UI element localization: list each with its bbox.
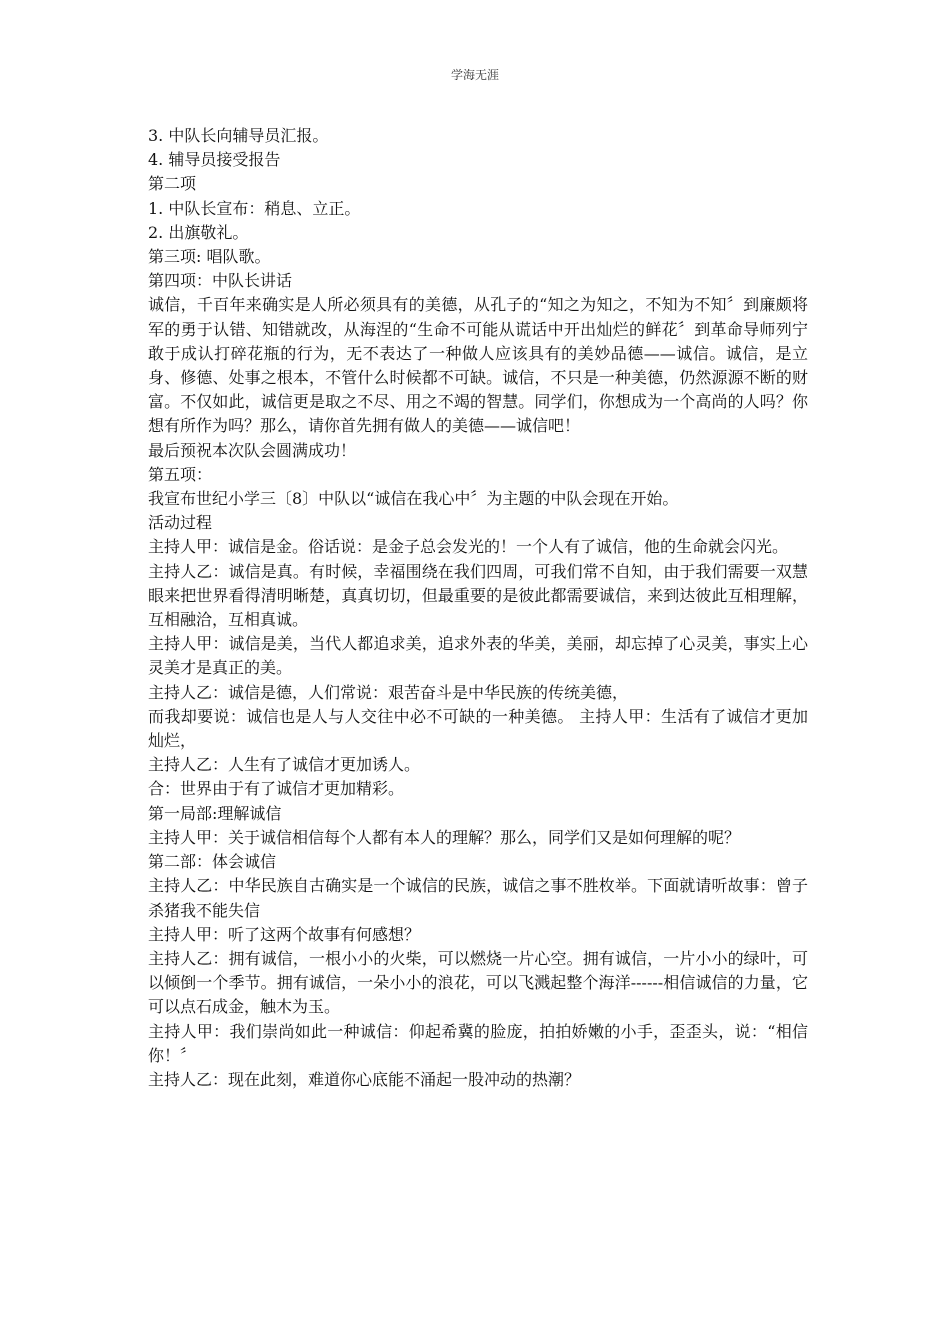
section-heading: 第四项：中队长讲话: [148, 271, 293, 291]
dialogue-line: 主持人乙：拥有诚信，一根小小的火柴，可以燃烧一片心空。拥有诚信，一片小小的绿叶，可以倾倒一个季节。拥有诚信，一朵小小的浪花，可以飞溅起整个海洋------相信诚信的力量，它可以点石成金，触木为玉。: [148, 948, 808, 1017]
paragraph: 诚信，千百年来确实是人所必须具有的美德，从孔子的“知之为知之，不知为不知〞到廉颇将军的勇于认错、知错就改，从海涅的“生命不可能从谎话中开出灿烂的鲜花〞到革命导师列宁敢于成认打碎花瓶的行为，无不表达了一种做人应该具有的美妙品德——诚信。诚信，是立身、修德、处事之根本，不管什么时候都不可缺。诚信，不只是一种美德，仍然源源不断的财富。不仅如此，诚信更是取之不尽、用之不竭的智慧。同学们，你想成为一个高尚的人吗？你想有所作为吗？那么，请你首先拥有做人的美德——诚信吧！: [148, 295, 808, 436]
paragraph: 3. 中队长向辅导员汇报。: [148, 126, 329, 145]
section-heading: 第二部：体会诚信: [148, 852, 277, 872]
section-heading: 第二项: [148, 174, 197, 194]
dialogue-line: 主持人乙：诚信是真。有时候，幸福围绕在我们四周，可我们常不自知，由于我们需要一双慧眼来把世界看得清明晰楚，真真切切，但最重要的是彼此都需要诚信，来到达彼此互相理解，互相融洽，互相真诚。: [148, 561, 808, 630]
dialogue-line: 主持人甲：诚信是美，当代人都追求美，追求外表的华美，美丽，却忘掉了心灵美，事实上心灵美才是真正的美。: [148, 634, 808, 678]
dialogue-line: 主持人甲：我们崇尚如此一种诚信：仰起希冀的脸庞，拍拍娇嫩的小手，歪歪头，说：“相信你！〞: [148, 1021, 808, 1065]
paragraph: 1. 中队长宣布：稍息、立正。: [148, 198, 361, 218]
paragraph: 4. 辅导员接受报告: [148, 150, 281, 170]
paragraph: 我宣布世纪小学三〔8〕中队以“诚信在我心中〞为主题的中队会现在开始。: [148, 489, 679, 509]
dialogue-line: 主持人甲：关于诚信相信每个人都有本人的理解？那么，同学们又是如何理解的呢？: [148, 827, 741, 847]
dialogue-line: 合：世界由于有了诚信才更加精彩。: [148, 779, 405, 799]
dialogue-line: 主持人乙：人生有了诚信才更加诱人。: [148, 755, 421, 775]
dialogue-line: 主持人乙：中华民族自古确实是一个诚信的民族，诚信之事不胜枚举。下面就请听故事：曾子杀猪我不能失信: [148, 876, 808, 920]
section-heading: 活动过程: [148, 513, 213, 533]
paragraph: 最后预祝本次队会圆满成功！: [148, 440, 357, 460]
section-heading: 第五项：: [148, 464, 213, 484]
dialogue-line: 主持人甲：诚信是金。俗话说：是金子总会发光的！一个人有了诚信，他的生命就会闪光。: [148, 537, 789, 557]
dialogue-line: 而我却要说：诚信也是人与人交往中必不可缺的一种美德。 主持人甲：生活有了诚信才更加灿烂，: [148, 706, 808, 751]
dialogue-line: 主持人乙：现在此刻，难道你心底能不涌起一股冲动的热潮？: [148, 1069, 581, 1089]
paragraph: 2. 出旗敬礼。: [148, 222, 249, 242]
dialogue-line: 主持人乙：诚信是德，人们常说：艰苦奋斗是中华民族的传统美德，: [148, 682, 629, 702]
section-heading: 第一局部:理解诚信: [148, 803, 282, 823]
page-header: 学海无涯: [450, 68, 499, 82]
dialogue-line: 主持人甲：听了这两个故事有何感想？: [148, 924, 421, 944]
document-body: [148, 124, 808, 1092]
section-heading: 第三项: 唱队歌。: [148, 247, 271, 267]
